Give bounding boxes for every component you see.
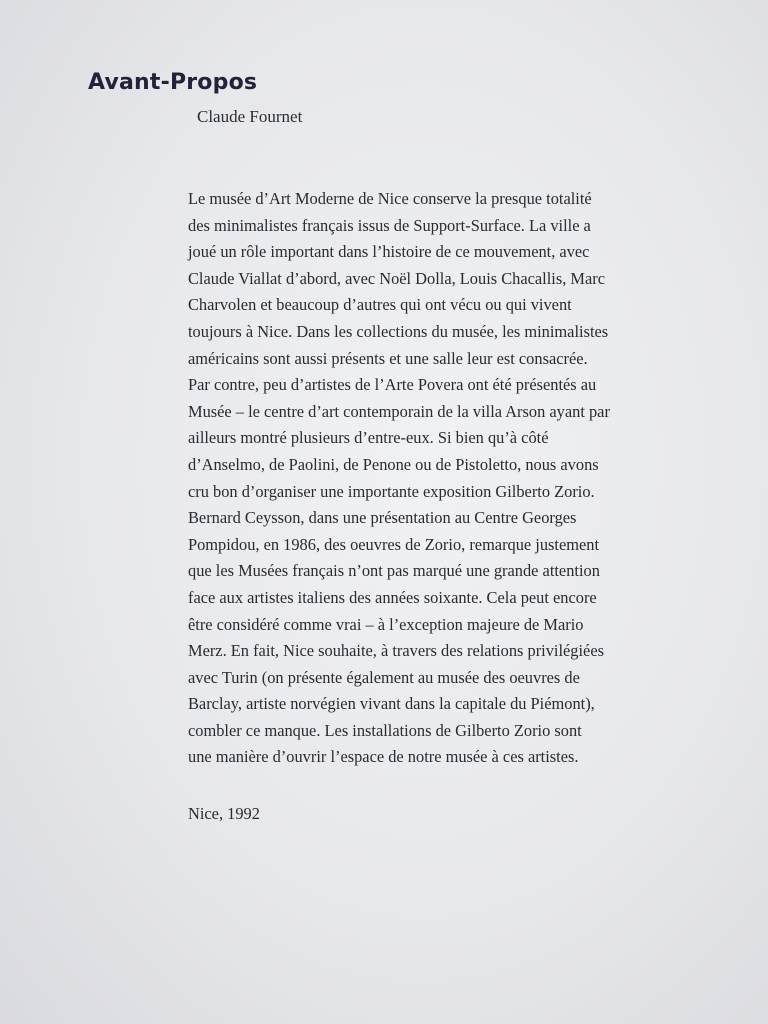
body-line: face aux artistes italiens des années soixante. Cela peut encore: [188, 587, 597, 607]
body-line: Barclay, artiste norvégien vivant dans la capitale du Piémont),: [188, 694, 595, 714]
body-line: que les Musées français n’ont pas marqué une grande attention: [188, 561, 600, 581]
page-title: Avant-Propos: [88, 70, 258, 95]
body-line: Musée – le centre d’art contemporain de la villa Arson ayant par: [188, 401, 610, 421]
body-line: Merz. En fait, Nice souhaite, à travers des relations privilégiées: [188, 641, 604, 661]
body-line: des minimalistes français issus de Support-Surface. La ville a: [188, 215, 591, 235]
body-line: Charvolen et beaucoup d’autres qui ont vécu ou qui vivent: [188, 295, 572, 315]
body-line: d’Anselmo, de Paolini, de Penone ou de Pistoletto, nous avons: [188, 454, 599, 474]
body-line: Pompidou, en 1986, des oeuvres de Zorio, remarque justement: [188, 534, 600, 554]
body-line: une manière d’ouvrir l’espace de notre musée à ces artistes.: [188, 747, 579, 767]
body-line: américains sont aussi présents et une salle leur est consacrée.: [188, 348, 588, 368]
place-date-signoff: Nice, 1992: [188, 804, 260, 823]
body-paragraph: [188, 186, 708, 771]
body-line: ailleurs montré plusieurs d’entre-eux. Si bien qu’à côté: [188, 428, 549, 448]
author-name: Claude Fournet: [197, 107, 303, 126]
body-line: joué un rôle important dans l’histoire de ce mouvement, avec: [188, 242, 590, 262]
body-line: Bernard Ceysson, dans une présentation au Centre Georges: [188, 508, 577, 528]
body-line: avec Turin (on présente également au musée des oeuvres de: [188, 667, 580, 687]
body-line: toujours à Nice. Dans les collections du musée, les minimalistes: [188, 321, 609, 341]
body-line: combler ce manque. Les installations de Gilberto Zorio sont: [188, 720, 582, 740]
body-line: être considéré comme vrai – à l’exception majeure de Mario: [188, 614, 584, 634]
body-line: Claude Viallat d’abord, avec Noël Dolla, Louis Chacallis, Marc: [188, 268, 606, 288]
body-line: Le musée d’Art Moderne de Nice conserve la presque totalité: [188, 189, 592, 208]
body-line: cru bon d’organiser une importante exposition Gilberto Zorio.: [188, 481, 595, 501]
body-line: Par contre, peu d’artistes de l’Arte Povera ont été présentés au: [188, 375, 597, 395]
